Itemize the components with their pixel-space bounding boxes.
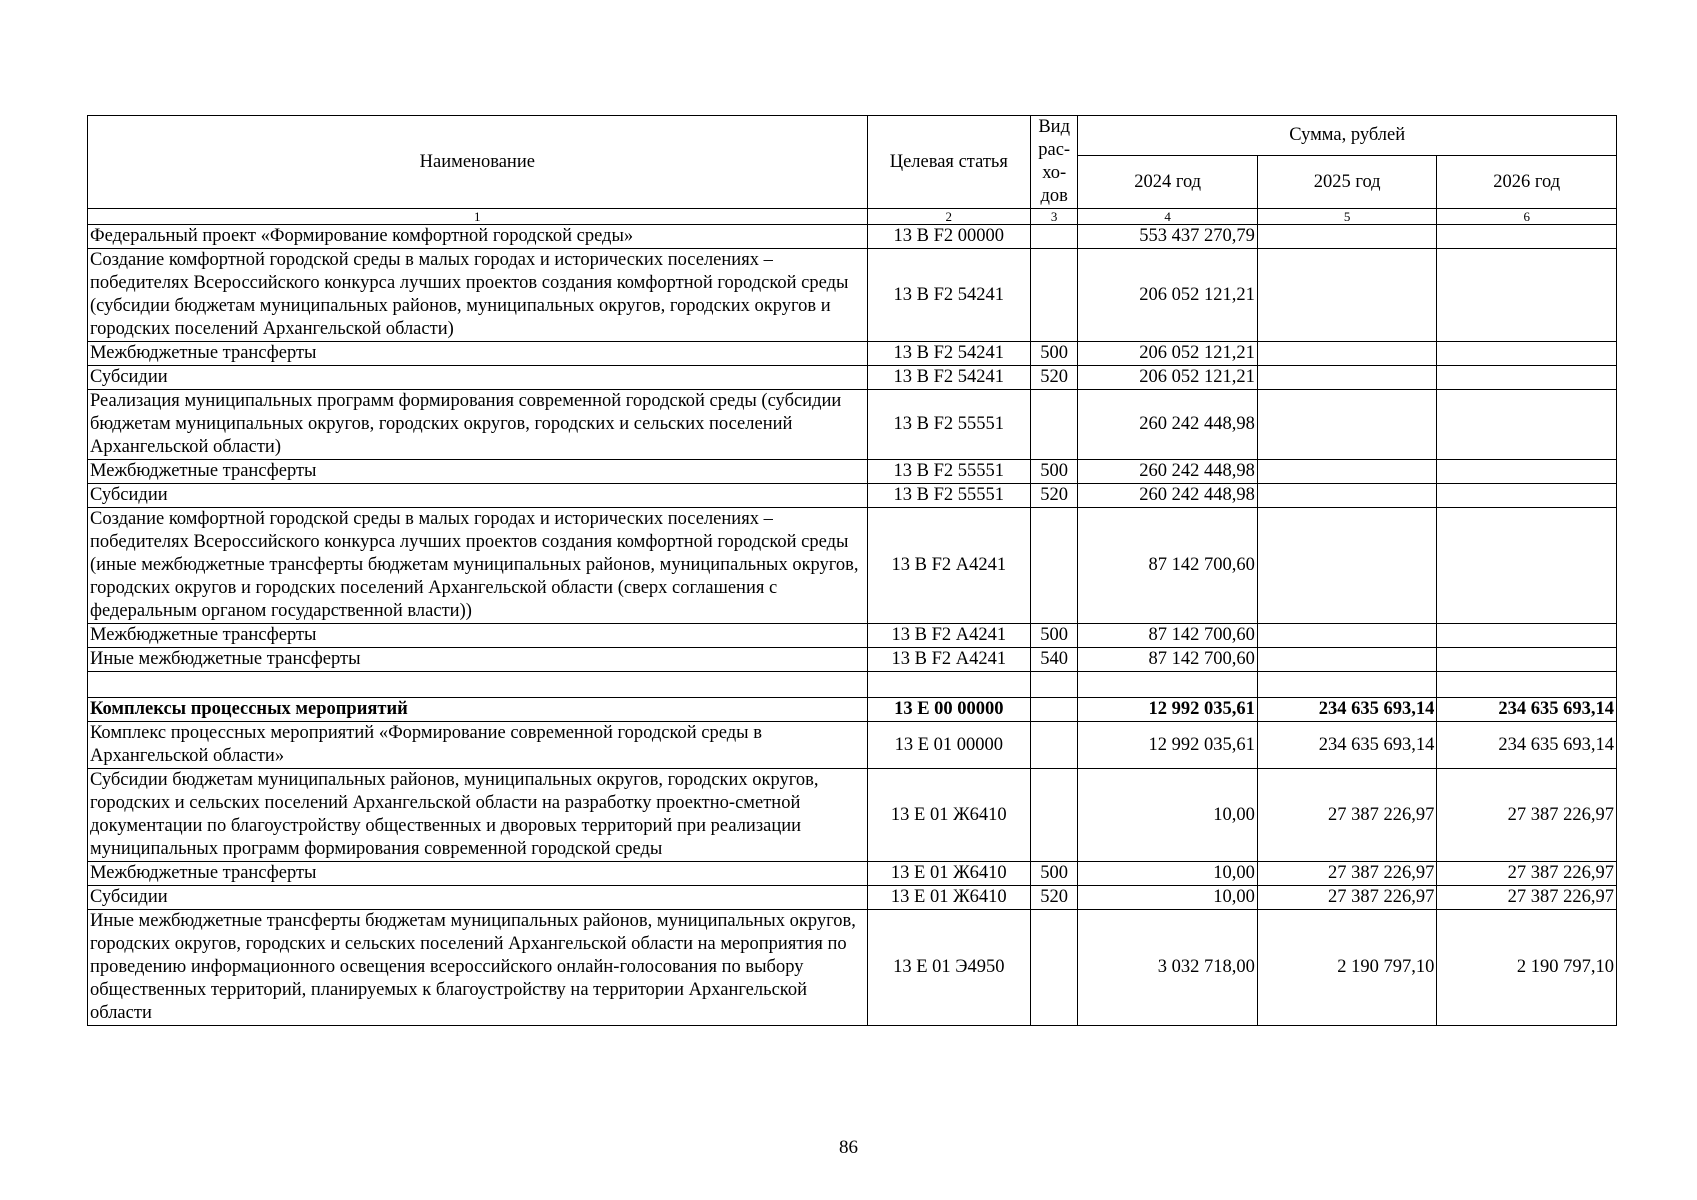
row-name: Межбюджетные трансферты [88,862,868,886]
row-target-article: 13 В F2 А4241 [867,508,1030,624]
row-target-article: 13 В F2 А4241 [867,648,1030,672]
row-sum-2026 [1437,460,1617,484]
row-sum-2024: 206 052 121,21 [1078,342,1258,366]
row-sum-2026 [1437,225,1617,249]
table-row [88,390,1617,460]
row-target-article: 13 В F2 А4241 [867,624,1030,648]
row-expense-type [1030,672,1077,698]
row-sum-2025 [1257,672,1437,698]
row-name: Комплекс процессных мероприятий «Формирование современной городской среды в Архангельской области» [88,722,868,769]
table-row [88,769,1617,862]
row-sum-2026 [1437,366,1617,390]
row-sum-2026 [1437,484,1617,508]
row-sum-2025 [1257,624,1437,648]
row-sum-2026 [1437,508,1617,624]
row-sum-2025: 234 635 693,14 [1257,722,1437,769]
row-name: Субсидии [88,484,868,508]
column-number: 4 [1078,209,1258,225]
column-number: 2 [867,209,1030,225]
row-target-article: 13 В F2 54241 [867,342,1030,366]
row-sum-2024: 87 142 700,60 [1078,648,1258,672]
row-sum-2025: 27 387 226,97 [1257,886,1437,910]
table-row [88,722,1617,769]
table-row [88,698,1617,722]
row-sum-2026: 2 190 797,10 [1437,910,1617,1026]
column-numbers-row [88,209,1617,225]
row-name: Субсидии [88,886,868,910]
row-expense-type: 540 [1030,648,1077,672]
row-expense-type: 520 [1030,484,1077,508]
row-name: Межбюджетные трансферты [88,460,868,484]
row-sum-2026 [1437,342,1617,366]
row-sum-2026 [1437,648,1617,672]
row-sum-2025 [1257,484,1437,508]
row-target-article: 13 В F2 54241 [867,249,1030,342]
row-name: Межбюджетные трансферты [88,342,868,366]
row-sum-2025: 2 190 797,10 [1257,910,1437,1026]
header-expense-type: Вид рас- хо- дов [1030,116,1077,209]
row-sum-2024: 10,00 [1078,769,1258,862]
row-target-article: 13 Е 01 Ж6410 [867,769,1030,862]
column-number: 6 [1437,209,1617,225]
page-number: 86 [839,1137,858,1158]
header-year-2024: 2024 год [1078,156,1258,209]
table-row [88,886,1617,910]
row-expense-type: 520 [1030,886,1077,910]
table-row [88,624,1617,648]
table-row [88,342,1617,366]
row-sum-2025 [1257,390,1437,460]
budget-table [87,115,1617,1026]
row-sum-2025 [1257,225,1437,249]
row-target-article: 13 Е 01 Ж6410 [867,886,1030,910]
table-row [88,249,1617,342]
row-sum-2026: 27 387 226,97 [1437,862,1617,886]
row-name: Субсидии [88,366,868,390]
row-expense-type [1030,769,1077,862]
table-row [88,484,1617,508]
row-sum-2026 [1437,249,1617,342]
row-sum-2025: 27 387 226,97 [1257,769,1437,862]
row-sum-2024: 10,00 [1078,886,1258,910]
row-sum-2024: 3 032 718,00 [1078,910,1258,1026]
row-expense-type: 500 [1030,460,1077,484]
row-target-article: 13 В F2 00000 [867,225,1030,249]
row-sum-2026 [1437,390,1617,460]
row-sum-2025 [1257,366,1437,390]
row-expense-type [1030,722,1077,769]
row-name: Федеральный проект «Формирование комфортной городской среды» [88,225,868,249]
row-expense-type [1030,390,1077,460]
row-sum-2025 [1257,342,1437,366]
row-target-article [867,672,1030,698]
header-sum: Сумма, рублей [1078,116,1617,156]
row-sum-2025 [1257,460,1437,484]
row-expense-type [1030,249,1077,342]
column-number: 3 [1030,209,1077,225]
row-name: Создание комфортной городской среды в малых городах и исторических поселениях – победителях Всероссийского конкурса лучших проектов создания комфортной городской среды (иные межбюджетные трансферты бюджетам муниципальных районов, муниципальных округов, городских округов и городских поселений Архангельской области (сверх соглашения с федеральным органом государственной власти)) [88,508,868,624]
header-target-article: Целевая статья [867,116,1030,209]
row-sum-2024: 260 242 448,98 [1078,484,1258,508]
row-target-article: 13 Е 01 00000 [867,722,1030,769]
header-year-2025: 2025 год [1257,156,1437,209]
row-sum-2024: 87 142 700,60 [1078,624,1258,648]
table-row [88,460,1617,484]
row-sum-2024 [1078,672,1258,698]
row-target-article: 13 Е 01 Э4950 [867,910,1030,1026]
row-name: Реализация муниципальных программ формирования современной городской среды (субсидии бюджетам муниципальных округов, городских округов, городских и сельских поселений Архангельской области) [88,390,868,460]
row-target-article: 13 В F2 55551 [867,460,1030,484]
row-sum-2026: 27 387 226,97 [1437,886,1617,910]
table-row [88,508,1617,624]
row-sum-2026: 27 387 226,97 [1437,769,1617,862]
row-name: Иные межбюджетные трансферты бюджетам муниципальных районов, муниципальных округов, городских округов, городских и сельских поселений Архангельской области на мероприятия по проведению информационного освещения всероссийского онлайн-голосования по выбору общественных территорий, планируемых к благоустройству на территории Архангельской области [88,910,868,1026]
row-sum-2024: 553 437 270,79 [1078,225,1258,249]
row-expense-type: 500 [1030,862,1077,886]
row-target-article: 13 Е 00 00000 [867,698,1030,722]
table-row [88,366,1617,390]
row-sum-2024: 206 052 121,21 [1078,366,1258,390]
row-target-article: 13 В F2 55551 [867,484,1030,508]
row-name: Комплексы процессных мероприятий [88,698,868,722]
row-name [88,672,868,698]
row-expense-type: 500 [1030,342,1077,366]
row-sum-2026: 234 635 693,14 [1437,698,1617,722]
row-sum-2025: 27 387 226,97 [1257,862,1437,886]
row-expense-type: 520 [1030,366,1077,390]
row-expense-type: 500 [1030,624,1077,648]
column-number: 5 [1257,209,1437,225]
row-sum-2025 [1257,648,1437,672]
row-expense-type [1030,698,1077,722]
row-sum-2024: 260 242 448,98 [1078,390,1258,460]
row-sum-2024: 260 242 448,98 [1078,460,1258,484]
header-year-2026: 2026 год [1437,156,1617,209]
row-sum-2026 [1437,672,1617,698]
table-row [88,672,1617,698]
row-name: Иные межбюджетные трансферты [88,648,868,672]
table-row [88,648,1617,672]
header-name: Наименование [88,116,868,209]
row-target-article: 13 В F2 54241 [867,366,1030,390]
row-sum-2025 [1257,249,1437,342]
column-number: 1 [88,209,868,225]
table-row [88,910,1617,1026]
table-row [88,225,1617,249]
row-sum-2024: 10,00 [1078,862,1258,886]
row-sum-2024: 12 992 035,61 [1078,722,1258,769]
row-name: Межбюджетные трансферты [88,624,868,648]
row-target-article: 13 В F2 55551 [867,390,1030,460]
row-sum-2025 [1257,508,1437,624]
row-sum-2024: 206 052 121,21 [1078,249,1258,342]
row-name: Субсидии бюджетам муниципальных районов, муниципальных округов, городских округов, городских и сельских поселений Архангельской области на разработку проектно-сметной документации по благоустройству общественных и дворовых территорий при реализации муниципальных программ формирования современной городской среды [88,769,868,862]
row-expense-type [1030,225,1077,249]
row-expense-type [1030,910,1077,1026]
row-sum-2024: 12 992 035,61 [1078,698,1258,722]
table-row [88,862,1617,886]
row-expense-type [1030,508,1077,624]
row-sum-2026: 234 635 693,14 [1437,722,1617,769]
row-sum-2026 [1437,624,1617,648]
row-sum-2024: 87 142 700,60 [1078,508,1258,624]
row-name: Создание комфортной городской среды в малых городах и исторических поселениях – победителях Всероссийского конкурса лучших проектов создания комфортной городской среды (субсидии бюджетам муниципальных районов, муниципальных округов, городских округов и городских поселений Архангельской области) [88,249,868,342]
row-target-article: 13 Е 01 Ж6410 [867,862,1030,886]
row-sum-2025: 234 635 693,14 [1257,698,1437,722]
